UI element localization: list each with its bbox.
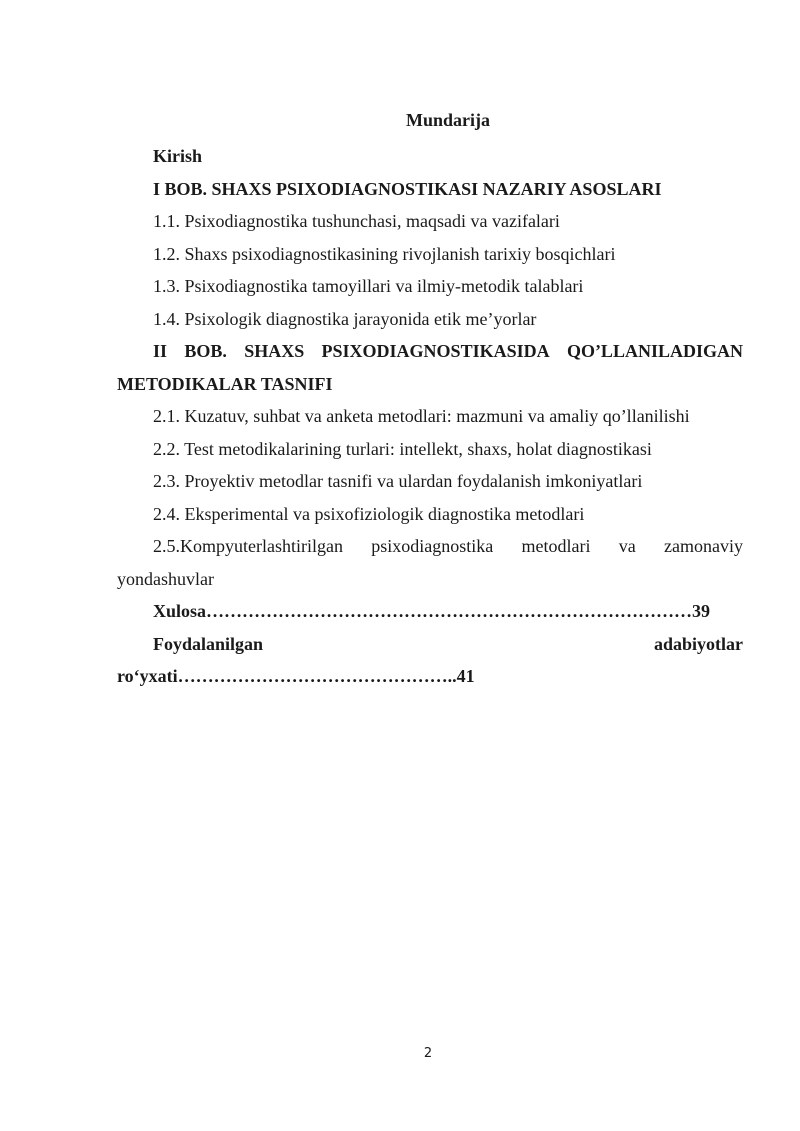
toc-chapter2-heading	[117, 335, 743, 368]
toc-chapter2-heading-cont: METODIKALAR TASNIFI	[117, 373, 333, 394]
toc-conclusion: Xulosa………………………………………………………………………39	[153, 601, 711, 621]
toc-item-2-2: 2.2. Test metodikalarining turlari: intellekt, shaxs, holat diagnostikasi	[153, 438, 652, 459]
item-word: zamonaviy	[664, 536, 743, 556]
heading-word: SHAXS	[244, 341, 305, 361]
toc-title: Mundarija	[405, 110, 490, 130]
toc-intro: Kirish	[153, 146, 203, 166]
item-word: psixodiagnostika	[371, 536, 494, 556]
page-number: 2	[423, 1046, 433, 1061]
heading-word: PSIXODIAGNOSTIKASIDA	[321, 341, 550, 361]
toc-item-2-1: 2.1. Kuzatuv, suhbat va anketa metodlari: mazmuni va amaliy qo’llanilishi	[153, 406, 690, 426]
toc-references	[117, 628, 743, 661]
toc-item-1-2: 1.2. Shaxs psixodiagnostikasining rivojlanish tarixiy bosqichlari	[153, 243, 616, 264]
heading-word: BOB.	[184, 341, 227, 361]
toc-references-cont: ro‘yxati………………………………………..41	[117, 666, 475, 686]
item-word: va	[618, 536, 636, 556]
table-of-contents	[117, 140, 743, 693]
toc-item-1-1: 1.1. Psixodiagnostika tushunchasi, maqsadi va vazifalari	[153, 211, 560, 231]
toc-item-2-3: 2.3. Proyektiv metodlar tasnifi va ulardan foydalanish imkoniyatlari	[153, 471, 643, 491]
item-word: metodlari	[521, 536, 591, 556]
toc-item-2-5-cont: yondashuvlar	[117, 568, 214, 589]
toc-item-1-4: 1.4. Psixologik diagnostika jarayonida etik me’yorlar	[153, 308, 537, 329]
heading-word: QO’LLANILADIGAN	[566, 341, 743, 361]
heading-word: II	[153, 341, 168, 361]
toc-chapter1-heading: I BOB. SHAXS PSIXODIAGNOSTIKASI NAZARIY ASOSLARI	[153, 178, 662, 199]
toc-item-1-3: 1.3. Psixodiagnostika tamoyillari va ilmiy-metodik talablari	[153, 276, 584, 296]
item-word: 2.5.Kompyuterlashtirilgan	[153, 536, 343, 556]
references-word: Foydalanilgan	[153, 633, 264, 654]
toc-item-2-4: 2.4. Eksperimental va psixofiziologik diagnostika metodlari	[153, 503, 585, 524]
toc-item-2-5	[117, 530, 743, 563]
references-word: adabiyotlar	[653, 633, 743, 654]
